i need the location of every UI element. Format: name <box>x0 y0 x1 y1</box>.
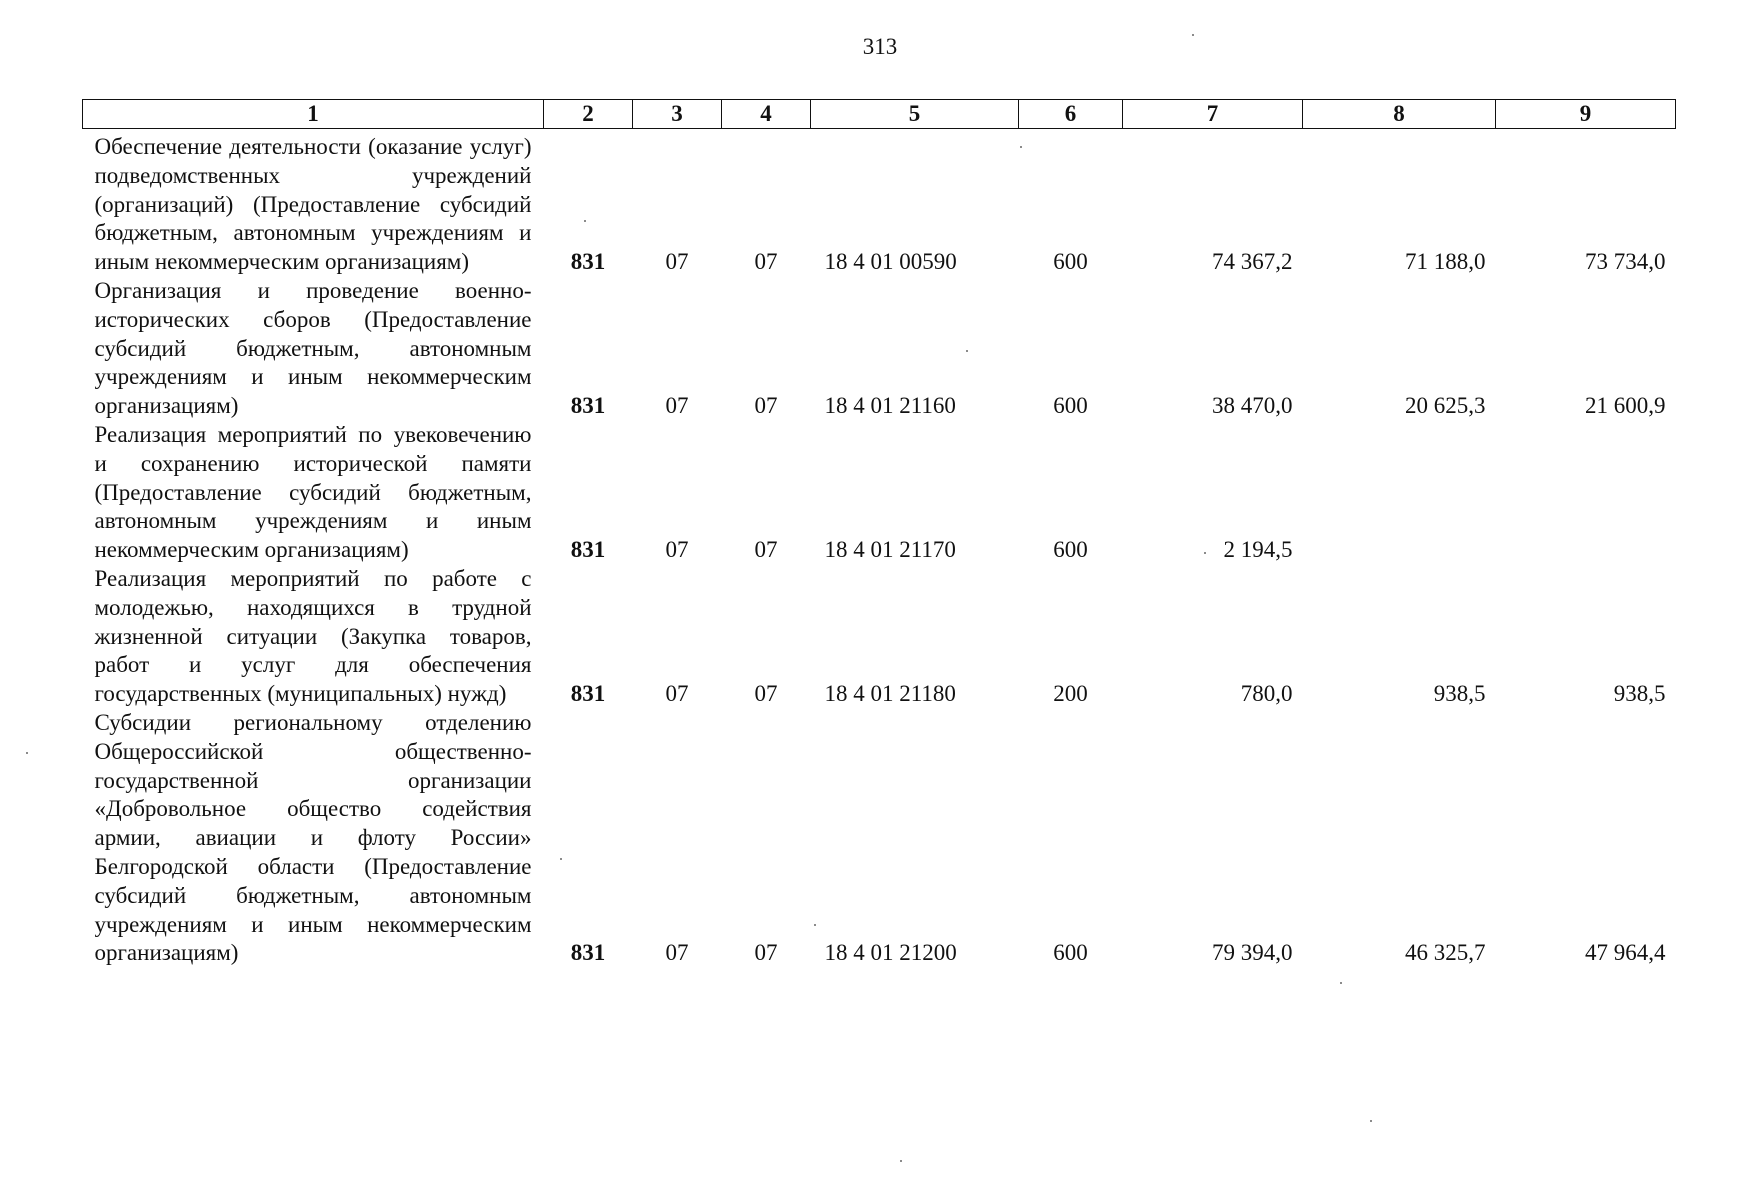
cell-subsection: 07 <box>754 393 778 419</box>
cell-amount-col9 <box>1496 421 1676 565</box>
header-cell-7: 7 <box>1123 100 1303 129</box>
scan-speck <box>1340 982 1342 984</box>
scan-speck <box>1020 146 1022 148</box>
scan-speck <box>1204 552 1206 554</box>
budget-table <box>82 99 1676 968</box>
table-row <box>83 565 1676 709</box>
header-cell-5: 5 <box>811 100 1019 129</box>
cell-expense-type: 600 <box>1053 537 1088 563</box>
table-row <box>83 421 1676 565</box>
cell-target-article: 18 4 01 21170 <box>824 537 956 563</box>
header-cell-6: 6 <box>1019 100 1123 129</box>
header-cell-9: 9 <box>1496 100 1676 129</box>
row-description: Организация и проведение военно-исторических сборов (Предоставление субсидий бюджетным, автономным учреждениям и иным некоммерческим организациям) <box>94 277 532 419</box>
cell-section: 07 <box>665 393 689 419</box>
cell-expense-type: 200 <box>1053 681 1088 707</box>
cell-expense-type: 600 <box>1053 393 1088 419</box>
cell-admin-code: 831 <box>570 681 606 707</box>
cell-amount-col7: 74 367,2 <box>1212 249 1293 275</box>
scan-speck <box>814 924 816 926</box>
header-cell-1: 1 <box>83 100 544 129</box>
scan-speck <box>560 858 562 860</box>
cell-admin-code: 831 <box>570 537 606 563</box>
cell-amount-col9: 47 964,4 <box>1585 940 1666 966</box>
cell-expense-type: 600 <box>1053 249 1088 275</box>
scan-speck <box>900 1160 902 1162</box>
header-row <box>83 100 1676 129</box>
cell-target-article: 18 4 01 21160 <box>824 393 956 419</box>
cell-subsection: 07 <box>754 681 778 707</box>
scan-speck <box>1192 34 1194 36</box>
cell-amount-col7: 2 194,5 <box>1223 537 1293 563</box>
cell-target-article: 18 4 01 00590 <box>824 249 957 275</box>
cell-target-article: 18 4 01 21200 <box>824 940 957 966</box>
cell-amount-col7: 780,0 <box>1240 681 1293 707</box>
header-cell-4: 4 <box>722 100 811 129</box>
cell-amount-col9: 73 734,0 <box>1585 249 1666 275</box>
cell-amount-col9: 938,5 <box>1613 681 1666 707</box>
cell-amount-col8: 938,5 <box>1433 681 1486 707</box>
row-description: Реализация мероприятий по увековечению и сохранению исторической памяти (Предоставление субсидий бюджетным, автономным учреждениям и иным некоммерческим организациям) <box>94 421 532 563</box>
cell-amount-col9: 21 600,9 <box>1585 393 1666 419</box>
table-row <box>83 129 1676 277</box>
cell-section: 07 <box>665 537 689 563</box>
cell-section: 07 <box>665 940 689 966</box>
scan-speck <box>26 752 28 754</box>
header-cell-8: 8 <box>1303 100 1496 129</box>
row-description: Субсидии региональному отделению Общероссийской общественно-государственной организации «Добровольное общество содействия армии, авиации и флоту России» Белгородской области (Предоставление субсидий бюджетным, автономным учреждениям и иным некоммерческим организациям) <box>94 709 532 966</box>
page-number: 313 <box>862 34 898 59</box>
cell-section: 07 <box>665 681 689 707</box>
scan-speck <box>1370 1120 1372 1122</box>
cell-amount-col8: 71 188,0 <box>1405 249 1486 275</box>
cell-target-article: 18 4 01 21180 <box>824 681 956 707</box>
scan-speck <box>966 350 968 352</box>
cell-amount-col8 <box>1303 421 1496 565</box>
scan-speck <box>584 220 586 222</box>
cell-admin-code: 831 <box>570 249 606 275</box>
cell-section: 07 <box>665 249 689 275</box>
cell-admin-code: 831 <box>570 940 606 966</box>
cell-admin-code: 831 <box>570 393 606 419</box>
header-cell-2: 2 <box>544 100 633 129</box>
table-row <box>83 277 1676 421</box>
cell-subsection: 07 <box>754 249 778 275</box>
cell-amount-col8: 46 325,7 <box>1405 940 1486 966</box>
table-row <box>83 709 1676 968</box>
cell-expense-type: 600 <box>1053 940 1088 966</box>
cell-subsection: 07 <box>754 940 778 966</box>
row-description: Обеспечение деятельности (оказание услуг) подведомственных учреждений (организаций) (Предоставление субсидий бюджетным, автономным учреждениям и иным некоммерческим организациям) <box>94 134 532 275</box>
cell-amount-col8: 20 625,3 <box>1405 393 1486 419</box>
header-cell-3: 3 <box>633 100 722 129</box>
cell-subsection: 07 <box>754 537 778 563</box>
cell-amount-col7: 79 394,0 <box>1212 940 1293 966</box>
cell-amount-col7: 38 470,0 <box>1212 393 1293 419</box>
row-description: Реализация мероприятий по работе с молодежью, находящихся в трудной жизненной ситуации (Закупка товаров, работ и услуг для обеспечения государственных (муниципальных) нужд) <box>94 565 532 707</box>
